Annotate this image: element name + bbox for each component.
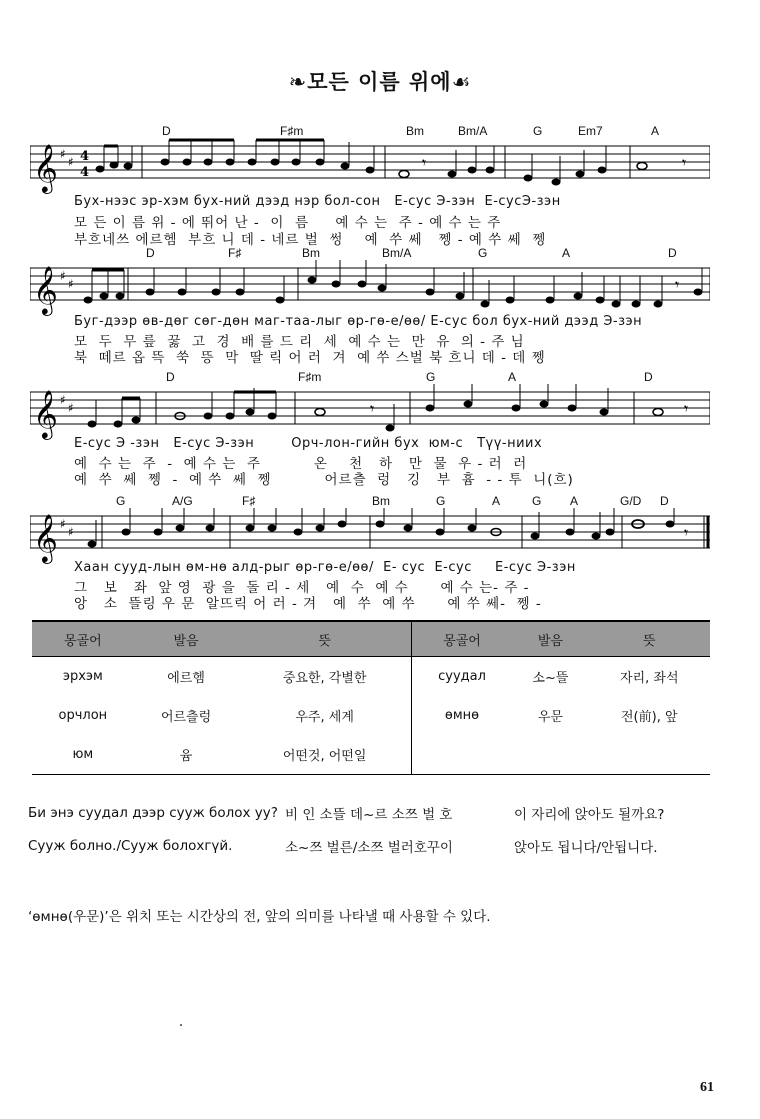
lyric-line-korean: 예 수 는 주 - 예 수 는 주 온 천 하 만 물 우 - 러 러 [74,456,528,472]
chord: D [162,124,171,138]
svg-text:𝄞: 𝄞 [33,265,58,314]
lyric-line-mongolian: Хаан сууд-лын өм-нө алд-рыг өр-гө-е/өө/ Е- сус Е-сус Е-сус Э-зэн [74,560,576,575]
table-cell: 에르헴 [167,671,205,686]
svg-text:𝄞: 𝄞 [33,389,58,438]
svg-text:4: 4 [80,165,90,180]
page-number: 61 [700,1080,714,1095]
lyric-line-pronunciation: 예 쑤 쎄 쩽 - 예 쑤 쎄 쩽 어르츨 렁 깅 부 흄 - - 투 니(흐) [74,472,574,488]
svg-text:♯: ♯ [68,401,74,415]
music-staff [30,384,710,440]
table-cell: юм [32,735,134,775]
table-cell: 윰 [134,735,239,775]
chord: D [660,494,669,508]
chord: Bm/A [458,124,488,138]
column-header: 발음 [512,621,588,657]
lyric-line-korean: 모 든 이 름 위 - 에 뛰어 난 - 이 름 예 수 는 주 - 예 수 는 주 [74,215,502,231]
chord: D [668,246,677,260]
table-header-row [32,621,710,657]
chord: A/G [172,494,193,508]
svg-text:𝄾: 𝄾 [422,153,427,172]
table-cell [411,735,512,775]
chord: F♯ [228,246,242,260]
chord: Bm [302,246,320,260]
example-korean: 이 자리에 앉아도 될까요? [514,807,665,823]
music-system-4 [30,494,710,610]
svg-text:𝄾: 𝄾 [370,399,375,418]
table-row [32,735,710,775]
svg-text:♯: ♯ [60,147,66,161]
lyric-line-pronunciation: 부흐네쓰 에르헴 부흐 니 데 - 네르 벌 썽 예 쑤 쎄 쩽 - 예 쑤 쎄 쩽 [74,232,547,248]
chord: G [532,494,542,508]
music-system-3 [30,370,710,486]
chord: D [146,246,155,260]
column-header: 몽골어 [411,621,512,657]
table-cell: орчлон [58,708,108,723]
lyric-line-pronunciation: 앙 소 뜰링 우 문 알뜨릭 어 러 - 겨 예 쑤 예 쑤 예 쑤 쎄- 쩽 - [74,596,542,612]
example-mongolian: Сууж болно./Сууж болохгүй. [28,838,233,854]
music-staff [30,508,710,564]
svg-text:♯: ♯ [68,155,74,169]
vocabulary-table [32,620,710,775]
chord: F♯m [280,124,304,138]
chord: A [570,494,579,508]
example-mongolian: Би энэ суудал дээр сууж болох уу? [28,805,278,821]
svg-text:♯: ♯ [68,277,74,291]
chord: F♯ [242,494,256,508]
chord: Em7 [578,124,603,138]
lyric-line-mongolian: Буг-дээр өв-дөг сөг-дөн маг-таа-лыг өр-гө-е/өө/ Е-сус бол бух-ний дээд Э-зэн [74,314,643,329]
chord: A [562,246,571,260]
table-cell: 자리, 좌석 [620,671,679,686]
svg-text:𝄾: 𝄾 [684,399,689,418]
chord: Bm [406,124,424,138]
grammar-note: ‘өмнө(우문)’은 위치 또는 시간상의 전, 앞의 의미를 나타낼 때 사용할 수 있다. [28,909,491,925]
lyric-line-mongolian: Е-сус Э -зэн Е-сус Э-зэн Орч-лон-гийн бух юм-с Түү-ниих [74,436,543,451]
column-header: 발음 [134,621,239,657]
table-cell: 전(前), 앞 [621,710,678,725]
chord: A [508,370,517,384]
speck [180,1024,182,1026]
svg-text:♯: ♯ [60,517,66,531]
page-title [0,66,760,96]
music-staff [30,138,710,194]
table-cell: 우문 [537,710,563,725]
svg-text:♯: ♯ [68,525,74,539]
chord: D [166,370,175,384]
chord: Bm [372,494,390,508]
table-cell: өмнө [411,696,512,735]
svg-text:𝄾: 𝄾 [682,153,687,172]
ornament-left-icon: ❧ [288,70,308,94]
svg-text:𝄞: 𝄞 [33,143,58,192]
chord: D [644,370,653,384]
column-header: 뜻 [238,621,411,657]
lyric-line-pronunciation: 북 떼르 옵 뜩 쑥 뜽 막 딸 릭 어 러 겨 예 쑤 스벌 북 흐니 데 - 데 쩽 [74,350,546,366]
chord: Bm/A [382,246,412,260]
song-title: 모든 이름 위에 [307,70,452,94]
column-header: 뜻 [589,621,710,657]
chord: G [533,124,543,138]
music-system-1 [30,124,710,248]
music-staff [30,260,710,316]
svg-text:𝄾: 𝄾 [675,275,680,294]
chord: A [651,124,660,138]
table-cell: 중요한, 각별한 [282,671,367,686]
chord: A [492,494,501,508]
table-cell: эрхэм [62,669,103,684]
table-cell: 어르츨렁 [160,710,212,725]
column-header: 몽골어 [32,621,134,657]
svg-text:4: 4 [80,149,90,164]
lyric-line-korean: 모 두 무 릎 꿇 고 경 배 를 드 리 세 예 수 는 만 유 의 - 주 님 [74,334,525,350]
chord: G [478,246,488,260]
chord: F♯m [298,370,322,384]
table-cell [589,735,710,775]
svg-text:𝄞: 𝄞 [33,513,58,562]
example-korean: 앉아도 됩니다/안됩니다. [514,840,658,856]
table-cell: 어떤것, 어떤일 [238,735,411,775]
chord: G [116,494,126,508]
chord: G/D [620,494,642,508]
table-cell: суудал [411,657,512,697]
example-pronunciation: 비 인 소뜰 데~르 소쯔 벌 호 [285,807,453,823]
table-row [32,696,710,735]
lyric-line-mongolian: Бух-нээс эр-хэм бух-ний дээд нэр бол-сон Е-сус Э-зэн Е-сусЭ-зэн [74,194,561,209]
chord: G [436,494,446,508]
svg-text:♯: ♯ [60,269,66,283]
table-row [32,657,710,697]
table-cell: 우주, 세계 [295,710,354,725]
table-cell: 소~뜰 [532,671,569,686]
svg-text:𝄾: 𝄾 [684,523,689,542]
svg-text:♯: ♯ [60,393,66,407]
music-system-2 [30,246,710,364]
lyric-line-korean: 그 보 좌 앞 영 광 을 돌 리 - 세 예 수 예 수 예 수 는- 주 - [74,580,530,596]
table-cell [512,735,588,775]
example-pronunciation: 소~쯔 벌른/소쯔 벌러호꾸이 [285,840,453,856]
ornament-right-icon: ☙ [451,70,472,94]
chord: G [426,370,436,384]
